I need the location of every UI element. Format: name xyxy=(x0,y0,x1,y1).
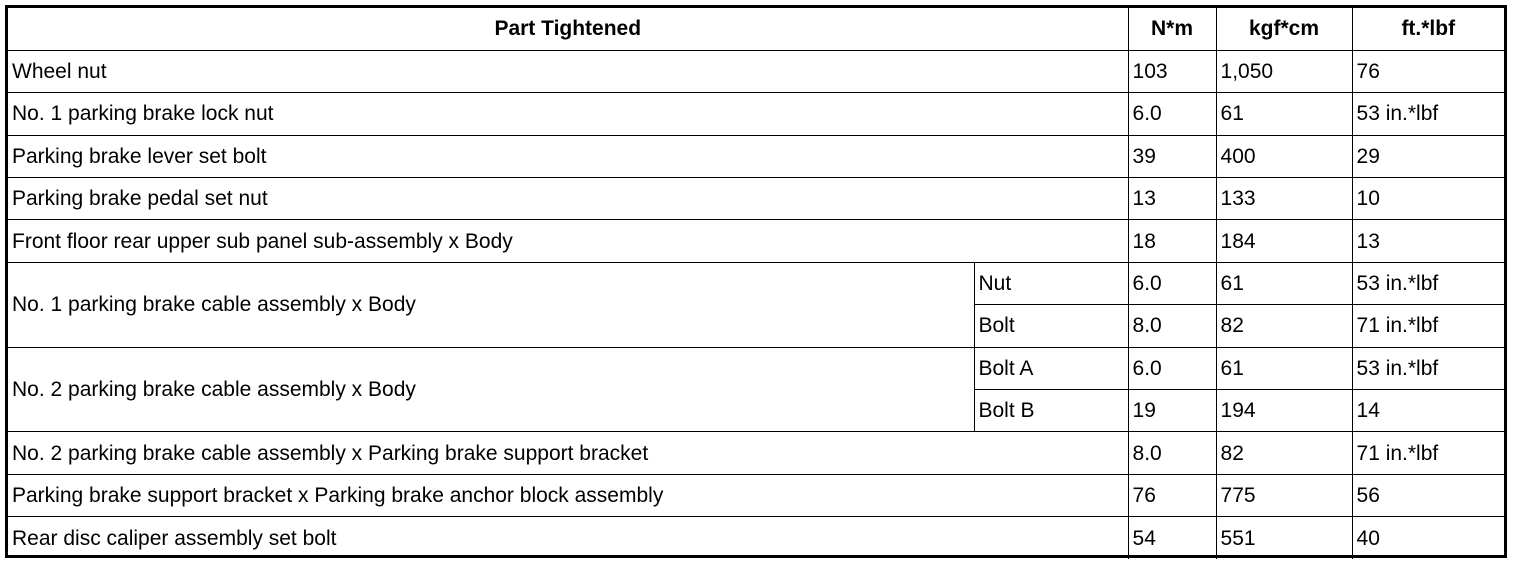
part-cell: Front floor rear upper sub panel sub-assembly x Body xyxy=(8,220,1128,262)
kgfcm-cell: 400 xyxy=(1216,135,1352,177)
ftlbf-cell: 56 xyxy=(1352,474,1504,516)
ftlbf-cell: 53 in.*lbf xyxy=(1352,93,1504,135)
nm-cell: 13 xyxy=(1128,178,1216,220)
ftlbf-cell: 29 xyxy=(1352,135,1504,177)
table-row xyxy=(8,517,1504,559)
ftlbf-cell: 13 xyxy=(1352,220,1504,262)
kgfcm-cell: 1,050 xyxy=(1216,50,1352,92)
part-cell: Parking brake lever set bolt xyxy=(8,135,1128,177)
table-row xyxy=(8,93,1504,135)
kgfcm-cell: 61 xyxy=(1216,347,1352,389)
kgfcm-cell: 551 xyxy=(1216,517,1352,559)
table-row xyxy=(8,178,1504,220)
nm-cell: 54 xyxy=(1128,517,1216,559)
ftlbf-cell: 71 in.*lbf xyxy=(1352,432,1504,474)
kgfcm-cell: 82 xyxy=(1216,305,1352,347)
kgfcm-cell: 775 xyxy=(1216,474,1352,516)
table-row xyxy=(8,50,1504,92)
table-row xyxy=(8,432,1504,474)
kgfcm-cell: 133 xyxy=(1216,178,1352,220)
nm-cell: 76 xyxy=(1128,474,1216,516)
header-nm: N*m xyxy=(1128,8,1216,50)
table-row xyxy=(8,347,1504,389)
ftlbf-cell: 10 xyxy=(1352,178,1504,220)
part-cell: Rear disc caliper assembly set bolt xyxy=(8,517,1128,559)
sub-part-cell: Bolt xyxy=(974,305,1128,347)
nm-cell: 18 xyxy=(1128,220,1216,262)
table-row xyxy=(8,220,1504,262)
header-kgfcm: kgf*cm xyxy=(1216,8,1352,50)
nm-cell: 6.0 xyxy=(1128,262,1216,304)
torque-spec-table xyxy=(8,8,1504,559)
nm-cell: 8.0 xyxy=(1128,432,1216,474)
part-cell: No. 2 parking brake cable assembly x Parking brake support bracket xyxy=(8,432,1128,474)
header-ftlbf: ft.*lbf xyxy=(1352,8,1504,50)
nm-cell: 6.0 xyxy=(1128,347,1216,389)
nm-cell: 103 xyxy=(1128,50,1216,92)
table-row xyxy=(8,262,1504,304)
ftlbf-cell: 53 in.*lbf xyxy=(1352,262,1504,304)
ftlbf-cell: 71 in.*lbf xyxy=(1352,305,1504,347)
part-cell: Wheel nut xyxy=(8,50,1128,92)
ftlbf-cell: 76 xyxy=(1352,50,1504,92)
nm-cell: 39 xyxy=(1128,135,1216,177)
nm-cell: 19 xyxy=(1128,390,1216,432)
kgfcm-cell: 82 xyxy=(1216,432,1352,474)
kgfcm-cell: 61 xyxy=(1216,262,1352,304)
part-cell: No. 2 parking brake cable assembly x Body xyxy=(8,347,974,432)
kgfcm-cell: 61 xyxy=(1216,93,1352,135)
table-row xyxy=(8,135,1504,177)
nm-cell: 8.0 xyxy=(1128,305,1216,347)
part-cell: Parking brake pedal set nut xyxy=(8,178,1128,220)
header-part-tightened: Part Tightened xyxy=(8,8,1128,50)
sub-part-cell: Bolt A xyxy=(974,347,1128,389)
kgfcm-cell: 184 xyxy=(1216,220,1352,262)
part-cell: Parking brake support bracket x Parking brake anchor block assembly xyxy=(8,474,1128,516)
ftlbf-cell: 40 xyxy=(1352,517,1504,559)
part-cell: No. 1 parking brake lock nut xyxy=(8,93,1128,135)
part-cell: No. 1 parking brake cable assembly x Body xyxy=(8,262,974,347)
nm-cell: 6.0 xyxy=(1128,93,1216,135)
kgfcm-cell: 194 xyxy=(1216,390,1352,432)
ftlbf-cell: 53 in.*lbf xyxy=(1352,347,1504,389)
table-row xyxy=(8,474,1504,516)
torque-spec-table-frame xyxy=(5,5,1507,558)
sub-part-cell: Nut xyxy=(974,262,1128,304)
ftlbf-cell: 14 xyxy=(1352,390,1504,432)
sub-part-cell: Bolt B xyxy=(974,390,1128,432)
header-row xyxy=(8,8,1504,50)
